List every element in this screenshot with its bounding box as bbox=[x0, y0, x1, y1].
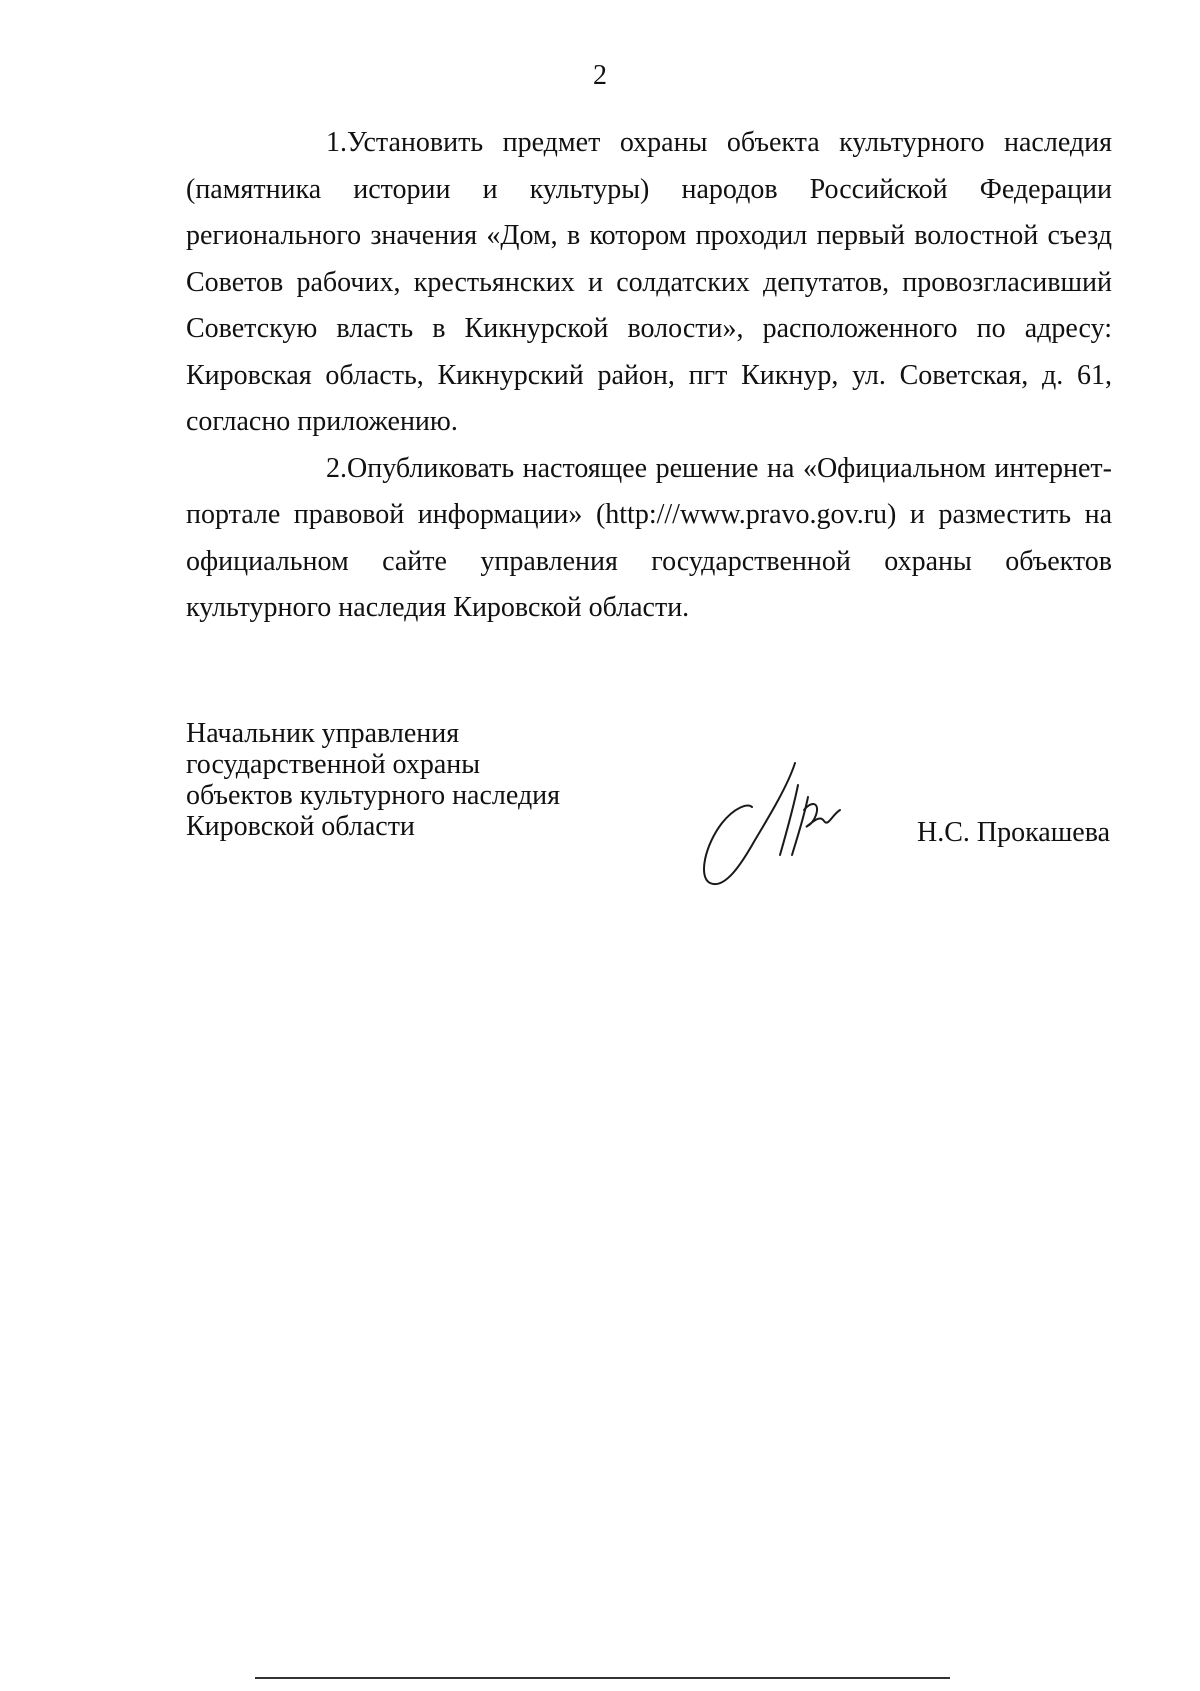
signatory-title-line: Кировской области bbox=[186, 811, 415, 842]
document-body bbox=[186, 120, 1112, 632]
paragraph-1 bbox=[186, 120, 1112, 446]
signatory-title-line: объектов культурного наследия bbox=[186, 780, 561, 811]
footer-divider bbox=[255, 1677, 950, 1679]
signatory-title bbox=[186, 718, 560, 842]
page-number: 2 bbox=[593, 60, 607, 91]
signatory-title-line: Начальник управления bbox=[186, 718, 460, 749]
handwritten-signature bbox=[700, 755, 845, 895]
paragraph-number: 2. bbox=[326, 452, 347, 484]
paragraph-number: 1. bbox=[326, 127, 347, 158]
paragraph-text: Опубликовать настоящее решение на «Официальном интернет-портале правовой информации» (http:///www.pravo.gov.ru) и разместить на официальном сайте управления государственной охраны объектов культурного наследия Кировской области. bbox=[186, 452, 1112, 623]
paragraph-text: Установить предмет охраны объекта культурного наследия (памятника истории и культуры) народов Российской Федерации регионального значения «Дом, в котором проходил первый волостной съезд Советов рабочих, крестьянских и солдатских депутатов, провозгласивший Советскую власть в Кикнурской волости», расположенного по адресу: Кировская область, Кикнурский район, пгт Кикнур, ул. Советская, д. 61, согласно приложению. bbox=[186, 127, 1112, 437]
signatory-title-line: государственной охраны bbox=[186, 749, 481, 780]
signer-name: Н.С. Прокашева bbox=[917, 817, 1110, 848]
paragraph-2 bbox=[186, 446, 1112, 632]
